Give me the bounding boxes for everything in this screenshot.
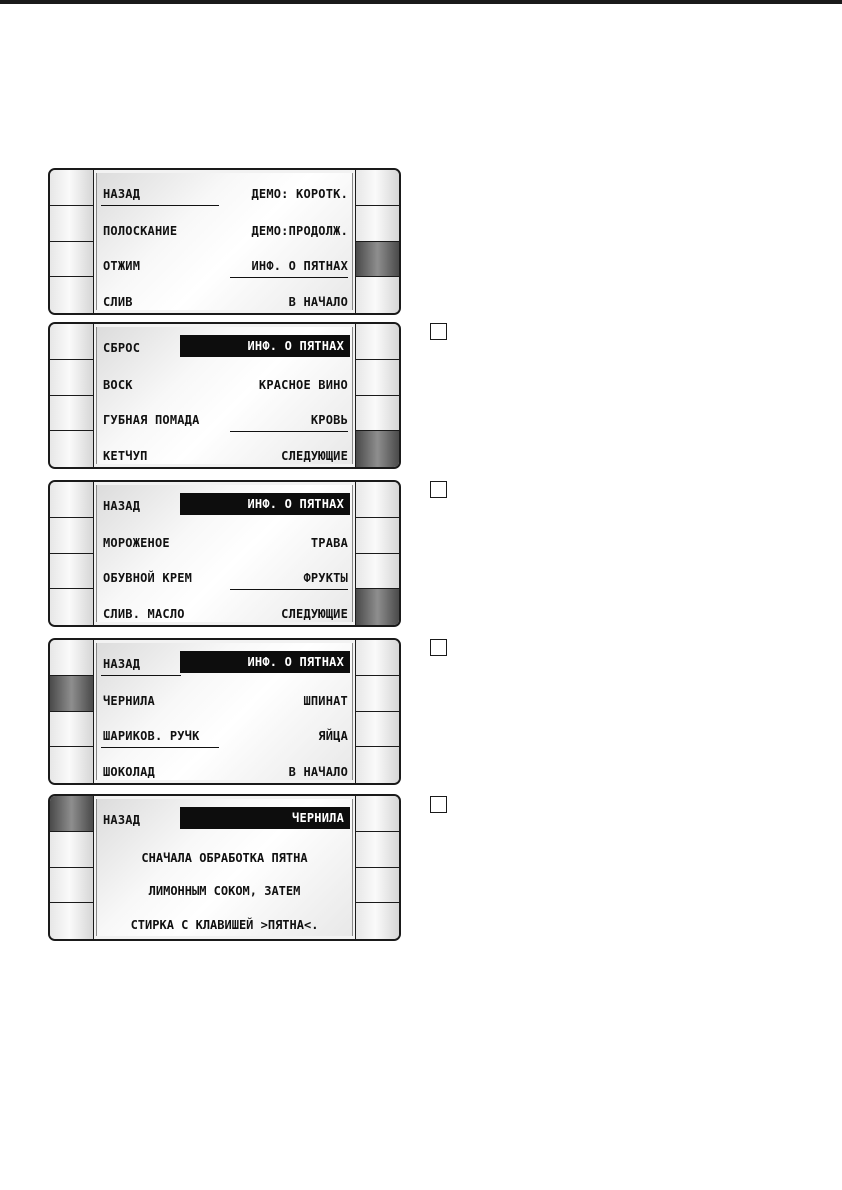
left-soft-keys <box>50 170 94 313</box>
advice-line-3: СТИРКА С КЛАВИШЕЙ >ПЯТНА<. <box>130 918 319 932</box>
display-panel-stain-list-1 <box>48 322 401 469</box>
step-checkbox <box>430 323 447 340</box>
left-key-4[interactable] <box>50 903 94 939</box>
menu-item-drain: СЛИВ <box>103 295 133 309</box>
screen-title-bar: ИНФ. О ПЯТНАХ <box>180 335 350 357</box>
right-soft-keys <box>355 640 399 783</box>
step-checkbox <box>430 796 447 813</box>
left-key-4[interactable] <box>50 747 94 783</box>
left-key-1[interactable] <box>50 170 94 206</box>
advice-line-2: ЛИМОННЫМ СОКОМ, ЗАТЕМ <box>148 884 301 898</box>
left-key-1[interactable] <box>50 640 94 676</box>
step-checkbox <box>430 639 447 656</box>
right-key-4[interactable] <box>355 747 399 783</box>
menu-item-demo-long: ДЕМО:ПРОДОЛЖ. <box>251 224 348 238</box>
left-soft-keys <box>50 482 94 625</box>
right-soft-keys <box>355 482 399 625</box>
divider <box>230 431 348 432</box>
menu-item-eggs: ЯЙЦА <box>318 729 348 743</box>
menu-item-home: В НАЧАЛО <box>288 295 348 309</box>
menu-item-wax: ВОСК <box>103 378 133 392</box>
screen-title-bar: ИНФ. О ПЯТНАХ <box>180 651 350 673</box>
left-key-3[interactable] <box>50 868 94 904</box>
left-key-2[interactable] <box>50 518 94 554</box>
menu-item-ketchup: КЕТЧУП <box>103 449 148 463</box>
menu-item-grass: ТРАВА <box>310 536 348 550</box>
right-key-2[interactable] <box>355 518 399 554</box>
lcd-screen <box>96 173 353 310</box>
menu-item-ice-cream: МОРОЖЕНОЕ <box>103 536 170 550</box>
right-key-1[interactable] <box>355 796 399 832</box>
lcd-screen <box>96 327 353 464</box>
right-soft-keys <box>355 170 399 313</box>
left-key-1[interactable] <box>50 482 94 518</box>
menu-item-ink: ЧЕРНИЛА <box>103 694 155 708</box>
menu-item-back: НАЗАД <box>103 657 141 671</box>
menu-item-back: НАЗАД <box>103 499 141 513</box>
screen-title-bar: ЧЕРНИЛА <box>180 807 350 829</box>
right-key-3[interactable] <box>355 396 399 432</box>
header-rule <box>0 0 842 4</box>
menu-item-red-wine: КРАСНОЕ ВИНО <box>258 378 348 392</box>
divider <box>101 747 219 748</box>
right-key-3[interactable] <box>355 554 399 590</box>
lcd-screen <box>96 643 353 780</box>
divider <box>101 205 219 206</box>
menu-item-lipstick: ГУБНАЯ ПОМАДА <box>103 413 200 427</box>
right-key-3-pressed[interactable] <box>355 242 399 278</box>
left-key-2-pressed[interactable] <box>50 676 94 712</box>
menu-item-next: СЛЕДУЮЩИЕ <box>281 607 348 621</box>
left-key-1[interactable] <box>50 324 94 360</box>
lcd-screen <box>96 485 353 622</box>
menu-item-back: НАЗАД <box>103 813 141 827</box>
right-soft-keys <box>355 796 399 939</box>
left-key-1-pressed[interactable] <box>50 796 94 832</box>
menu-item-demo-short: ДЕМО: КОРОТК. <box>251 187 348 201</box>
display-panel-stain-list-3 <box>48 638 401 785</box>
display-panel-stain-advice <box>48 794 401 941</box>
left-key-3[interactable] <box>50 242 94 278</box>
right-key-4[interactable] <box>355 277 399 313</box>
menu-item-next: СЛЕДУЮЩИЕ <box>281 449 348 463</box>
right-soft-keys <box>355 324 399 467</box>
display-panel-main-menu <box>48 168 401 315</box>
menu-item-ballpoint-pen: ШАРИКОВ. РУЧК <box>103 729 200 743</box>
divider <box>101 675 181 676</box>
screen-title-bar: ИНФ. О ПЯТНАХ <box>180 493 350 515</box>
right-key-3[interactable] <box>355 868 399 904</box>
step-checkbox <box>430 481 447 498</box>
right-key-1[interactable] <box>355 324 399 360</box>
lcd-screen <box>96 799 353 936</box>
menu-item-fruit: ФРУКТЫ <box>303 571 348 585</box>
menu-item-blood: КРОВЬ <box>310 413 348 427</box>
left-key-4[interactable] <box>50 277 94 313</box>
menu-item-chocolate: ШОКОЛАД <box>103 765 155 779</box>
left-key-3[interactable] <box>50 554 94 590</box>
menu-item-reset: СБРОС <box>103 341 141 355</box>
left-soft-keys <box>50 324 94 467</box>
right-key-1[interactable] <box>355 170 399 206</box>
right-key-2[interactable] <box>355 360 399 396</box>
menu-item-spin: ОТЖИМ <box>103 259 141 273</box>
advice-line-1: СНАЧАЛА ОБРАБОТКА ПЯТНА <box>141 851 308 865</box>
right-key-2[interactable] <box>355 676 399 712</box>
menu-item-back: НАЗАД <box>103 187 141 201</box>
left-key-3[interactable] <box>50 396 94 432</box>
right-key-1[interactable] <box>355 640 399 676</box>
menu-item-butter: СЛИВ. МАСЛО <box>103 607 185 621</box>
right-key-4[interactable] <box>355 903 399 939</box>
left-soft-keys <box>50 796 94 939</box>
right-key-1[interactable] <box>355 482 399 518</box>
left-key-2[interactable] <box>50 206 94 242</box>
right-key-2[interactable] <box>355 206 399 242</box>
left-key-3[interactable] <box>50 712 94 748</box>
left-key-2[interactable] <box>50 360 94 396</box>
display-panel-stain-list-2 <box>48 480 401 627</box>
menu-item-shoe-polish: ОБУВНОЙ КРЕМ <box>103 571 193 585</box>
menu-item-rinse: ПОЛОСКАНИЕ <box>103 224 178 238</box>
right-key-3[interactable] <box>355 712 399 748</box>
left-soft-keys <box>50 640 94 783</box>
right-key-4-pressed[interactable] <box>355 431 399 467</box>
menu-item-home: В НАЧАЛО <box>288 765 348 779</box>
divider <box>230 277 348 278</box>
right-key-4-pressed[interactable] <box>355 589 399 625</box>
menu-item-stain-info: ИНФ. О ПЯТНАХ <box>251 259 348 273</box>
divider <box>230 589 348 590</box>
menu-item-spinach: ШПИНАТ <box>303 694 348 708</box>
left-key-4[interactable] <box>50 589 94 625</box>
left-key-4[interactable] <box>50 431 94 467</box>
right-key-2[interactable] <box>355 832 399 868</box>
left-key-2[interactable] <box>50 832 94 868</box>
